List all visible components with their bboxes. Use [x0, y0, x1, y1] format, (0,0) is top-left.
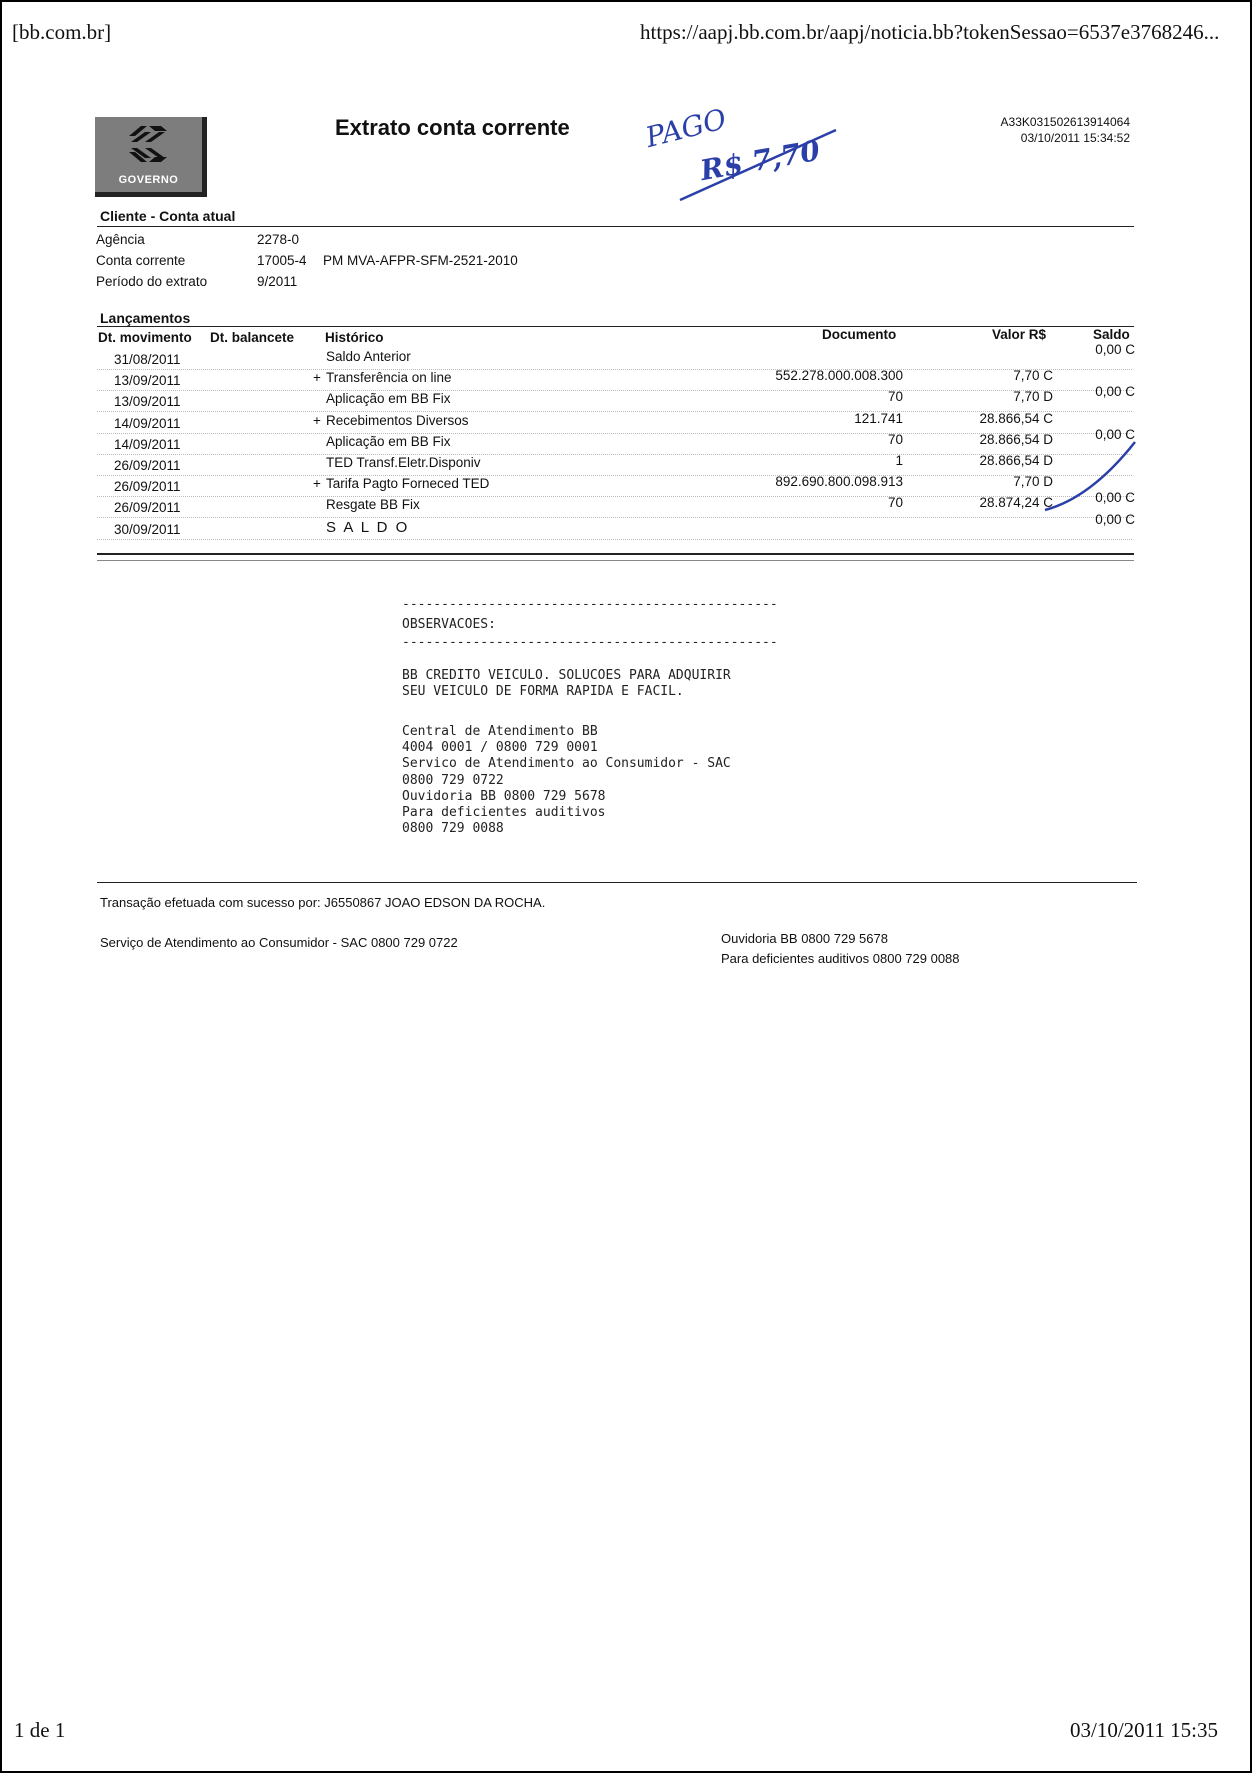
row-historico: Aplicação em BB Fix — [326, 391, 451, 407]
obs-promo-line-2: SEU VEICULO DE FORMA RAPIDA E FACIL. — [402, 684, 684, 699]
handwritten-pago: PAGO — [642, 102, 730, 154]
obs-contact-line: 0800 729 0722 — [402, 772, 504, 788]
account-value: 17005-4 — [257, 253, 307, 268]
entries-section-title: Lançamentos — [100, 310, 191, 326]
row-documento: 70 — [887, 495, 903, 511]
obs-heading: OBSERVACOES: — [402, 617, 496, 632]
obs-contact-line: Ouvidoria BB 0800 729 5678 — [402, 788, 606, 804]
obs-contact-line: Central de Atendimento BB — [402, 724, 598, 739]
row-saldo: 0,00 C — [1095, 490, 1135, 506]
row-documento: 70 — [887, 389, 903, 405]
row-valor: 7,70 C — [1013, 368, 1053, 384]
row-valor: 28.874,24 C — [979, 495, 1053, 511]
transaction-confirmation: Transação efetuada com sucesso por: J6550867 JOAO EDSON DA ROCHA. — [100, 895, 546, 910]
table-row-divider — [97, 433, 1132, 434]
document-datetime: 03/10/2011 15:34:52 — [1020, 131, 1130, 145]
row-saldo: 0,00 C — [1095, 384, 1135, 400]
footer-sac: Serviço de Atendimento ao Consumidor - SAC 0800 729 0722 — [100, 935, 458, 950]
row-historico: TED Transf.Eletr.Disponiv — [326, 455, 481, 470]
pen-check-strokes — [1035, 440, 1145, 520]
row-prefix: + — [313, 476, 321, 492]
col-header-valor: Valor R$ — [992, 327, 1047, 342]
document-code: A33K031502613914064 — [1000, 115, 1130, 129]
pen-stroke — [1045, 442, 1135, 510]
col-header-dt-balancete: Dt. balancete — [210, 330, 295, 345]
table-row-divider — [97, 390, 1132, 391]
obs-contact-line: Para deficientes auditivos — [402, 805, 606, 820]
agency-label: Agência — [96, 232, 145, 247]
page-counter: 1 de 1 — [14, 1718, 66, 1742]
row-documento: 1 — [895, 453, 903, 468]
col-header-dt-movimento: Dt. movimento — [98, 330, 192, 345]
obs-promo-line-1: BB CREDITO VEICULO. SOLUCOES PARA ADQUIRIR — [402, 668, 731, 683]
handwritten-value: R$ 7,70 — [697, 133, 823, 188]
row-dt-movimento: 26/09/2011 — [114, 479, 181, 495]
footer-deficientes: Para deficientes auditivos 0800 729 0088 — [721, 951, 960, 966]
row-valor: 7,70 D — [1013, 389, 1053, 405]
row-valor: 28.866,54 C — [979, 410, 1053, 426]
col-header-documento: Documento — [822, 327, 897, 342]
bb-logo — [95, 117, 207, 197]
table-row-divider — [97, 539, 1132, 540]
row-saldo: 0,00 C — [1095, 342, 1135, 357]
table-row-divider — [97, 517, 1132, 518]
handwritten-annotation — [640, 82, 860, 207]
obs-contact-line: 0800 729 0088 — [402, 821, 504, 837]
col-header-saldo: Saldo — [1093, 327, 1130, 342]
row-dt-movimento: 14/09/2011 — [114, 415, 181, 431]
row-dt-movimento: 26/09/2011 — [114, 458, 181, 473]
row-documento: 121.741 — [854, 410, 903, 426]
row-documento: 552.278.000.008.300 — [775, 368, 903, 384]
period-value: 9/2011 — [257, 274, 298, 289]
row-historico: Aplicação em BB Fix — [326, 433, 451, 449]
browser-url: https://aapj.bb.com.br/aapj/noticia.bb?tokenSessao=6537e3768246... — [640, 20, 1220, 44]
obs-contact-line: 4004 0001 / 0800 729 0001 — [402, 740, 598, 756]
agency-value: 2278-0 — [257, 232, 300, 247]
document-id-block — [900, 114, 1130, 146]
entries-bottom-rule-2 — [97, 560, 1134, 561]
row-valor: 7,70 D — [1013, 474, 1053, 490]
obs-contact-line: Servico de Atendimento ao Consumidor - SAC — [402, 756, 731, 772]
table-row-divider — [97, 454, 1132, 455]
table-row-divider — [97, 475, 1132, 476]
entries-rule — [97, 326, 1134, 327]
row-historico: Tarifa Pagto Forneced TED — [326, 476, 490, 492]
bb-logo-icon — [125, 122, 171, 166]
logo-caption: GOVERNO — [118, 174, 179, 186]
row-valor: 28.866,54 D — [979, 453, 1053, 468]
row-documento: 70 — [887, 431, 903, 447]
row-valor: 28.866,54 D — [979, 431, 1053, 447]
page-title: Extrato conta corrente — [335, 115, 570, 140]
footer-ouvidoria: Ouvidoria BB 0800 729 5678 — [721, 931, 888, 946]
row-historico: Resgate BB Fix — [326, 497, 420, 513]
period-label: Período do extrato — [96, 274, 208, 289]
col-header-historico: Histórico — [325, 330, 384, 345]
row-dt-movimento: 13/09/2011 — [114, 373, 181, 389]
row-saldo: 0,00 C — [1095, 511, 1135, 527]
browser-site-label: [bb.com.br] — [12, 20, 112, 44]
row-dt-movimento: 13/09/2011 — [114, 394, 181, 410]
row-saldo: 0,00 C — [1095, 426, 1135, 442]
entries-bottom-rule — [97, 553, 1134, 555]
account-name: PM MVA-AFPR-SFM-2521-2010 — [323, 253, 518, 268]
row-dt-movimento: 26/09/2011 — [114, 500, 181, 516]
row-prefix: + — [313, 370, 321, 386]
obs-dashes-top: ------------------------------------------------ — [402, 597, 778, 612]
row-historico: Recebimentos Diversos — [326, 412, 469, 428]
row-dt-movimento: 31/08/2011 — [114, 352, 181, 367]
account-label: Conta corrente — [96, 253, 186, 268]
client-rule — [97, 226, 1134, 227]
table-row-divider — [97, 369, 1132, 370]
client-section-title: Cliente - Conta atual — [100, 208, 236, 224]
row-documento: 892.690.800.098.913 — [775, 474, 903, 490]
print-datetime: 03/10/2011 15:35 — [1070, 1718, 1218, 1742]
row-dt-movimento: 30/09/2011 — [114, 521, 181, 537]
footer-rule — [97, 882, 1137, 883]
table-row-divider — [97, 411, 1132, 412]
row-historico: S A L D O — [326, 518, 410, 536]
row-historico: Transferência on line — [326, 370, 452, 386]
row-historico: Saldo Anterior — [326, 349, 411, 364]
row-dt-movimento: 14/09/2011 — [114, 436, 181, 452]
obs-dashes-bottom: ------------------------------------------------ — [402, 635, 778, 650]
table-row-divider — [97, 496, 1132, 497]
row-prefix: + — [313, 412, 321, 428]
